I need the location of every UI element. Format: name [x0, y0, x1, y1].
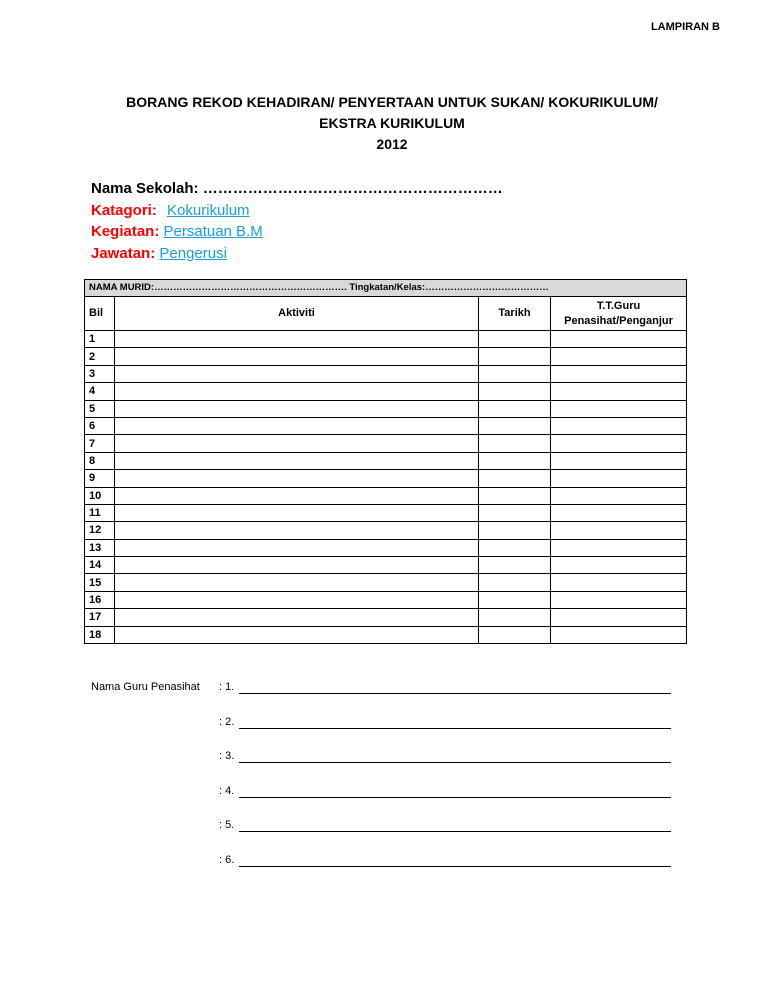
header-bil: Bil — [85, 297, 115, 331]
guru-entry-line[interactable] — [239, 866, 671, 867]
tt-guru-cell[interactable] — [551, 574, 687, 591]
table-row — [85, 504, 687, 521]
header-tt-line2: Penasihat/Penganjur — [564, 314, 673, 327]
guru-entry — [91, 785, 681, 801]
tt-guru-cell[interactable] — [551, 400, 687, 417]
table-row — [85, 435, 687, 452]
title-line-1: BORANG REKOD KEHADIRAN/ PENYERTAAN UNTUK SUKAN/ KOKURIKULUM/ — [126, 94, 658, 110]
guru-entry-line[interactable] — [239, 728, 671, 729]
table-row — [85, 522, 687, 539]
bil-cell: 17 — [85, 609, 115, 626]
table-row — [85, 574, 687, 591]
bil-cell: 1 — [85, 331, 115, 348]
bil-cell: 12 — [85, 522, 115, 539]
aktiviti-cell[interactable] — [115, 435, 479, 452]
tt-guru-cell[interactable] — [551, 383, 687, 400]
table-row — [85, 383, 687, 400]
form-title — [0, 92, 768, 155]
nama-murid-cell[interactable]: NAMA MURID:……………………………………………………. Tingkatan/Kelas:………………………………… — [85, 280, 687, 297]
tt-guru-cell[interactable] — [551, 626, 687, 643]
guru-entry-number: : 3. — [219, 750, 235, 762]
tarikh-cell[interactable] — [479, 522, 551, 539]
aktiviti-cell[interactable] — [115, 365, 479, 382]
guru-entry-number: : 5. — [219, 819, 235, 831]
guru-entry-line[interactable] — [239, 693, 671, 694]
bil-cell: 11 — [85, 504, 115, 521]
nama-sekolah-row — [91, 178, 503, 200]
jawatan-value[interactable]: Pengerusi — [159, 244, 227, 262]
bil-cell: 15 — [85, 574, 115, 591]
tarikh-cell[interactable] — [479, 417, 551, 434]
table-row — [85, 331, 687, 348]
bil-cell: 8 — [85, 452, 115, 469]
bil-cell: 7 — [85, 435, 115, 452]
aktiviti-cell[interactable] — [115, 383, 479, 400]
tt-guru-cell[interactable] — [551, 539, 687, 556]
aktiviti-cell[interactable] — [115, 470, 479, 487]
aktiviti-cell[interactable] — [115, 574, 479, 591]
aktiviti-cell[interactable] — [115, 609, 479, 626]
table-row — [85, 626, 687, 643]
bil-cell: 2 — [85, 348, 115, 365]
title-line-3: 2012 — [376, 136, 408, 152]
bil-cell: 10 — [85, 487, 115, 504]
tt-guru-cell[interactable] — [551, 452, 687, 469]
tt-guru-cell[interactable] — [551, 522, 687, 539]
katagori-value[interactable]: Kokurikulum — [167, 201, 250, 219]
bil-cell: 9 — [85, 470, 115, 487]
tt-guru-cell[interactable] — [551, 470, 687, 487]
tarikh-cell[interactable] — [479, 365, 551, 382]
table-row — [85, 452, 687, 469]
aktiviti-cell[interactable] — [115, 591, 479, 608]
kegiatan-label: Kegiatan: — [91, 223, 160, 240]
bil-cell: 4 — [85, 383, 115, 400]
aktiviti-cell[interactable] — [115, 539, 479, 556]
nama-sekolah-label: Nama Sekolah: — [91, 180, 199, 197]
table-row — [85, 365, 687, 382]
aktiviti-cell[interactable] — [115, 504, 479, 521]
tt-guru-cell[interactable] — [551, 591, 687, 608]
bil-cell: 14 — [85, 557, 115, 574]
tt-guru-cell[interactable] — [551, 504, 687, 521]
table-row — [85, 470, 687, 487]
tarikh-cell[interactable] — [479, 348, 551, 365]
title-line-2: EKSTRA KURIKULUM — [319, 115, 465, 131]
table-row — [85, 400, 687, 417]
nama-murid-row — [85, 280, 687, 297]
header-aktiviti: Aktiviti — [115, 297, 479, 331]
bil-cell: 5 — [85, 400, 115, 417]
lampiran-label: LAMPIRAN B — [650, 21, 720, 33]
tarikh-cell[interactable] — [479, 331, 551, 348]
tt-guru-cell[interactable] — [551, 348, 687, 365]
aktiviti-cell[interactable] — [115, 400, 479, 417]
table-row — [85, 609, 687, 626]
tarikh-cell[interactable] — [479, 557, 551, 574]
guru-entry-number: : 4. — [219, 784, 235, 797]
guru-entry — [91, 681, 681, 697]
table-row — [85, 487, 687, 504]
tarikh-cell[interactable] — [479, 574, 551, 591]
guru-entry-number: : 1. — [219, 681, 235, 693]
table-row — [85, 417, 687, 434]
tarikh-cell[interactable] — [479, 609, 551, 626]
tarikh-cell[interactable] — [479, 383, 551, 400]
guru-entry-line[interactable] — [239, 762, 671, 763]
tarikh-cell[interactable] — [479, 400, 551, 417]
guru-entry-number: : 2. — [219, 715, 235, 728]
table-row — [85, 591, 687, 608]
aktiviti-cell[interactable] — [115, 452, 479, 469]
guru-penasihat-label: Nama Guru Penasihat — [91, 681, 200, 693]
attendance-table — [84, 279, 687, 644]
form-info — [91, 178, 503, 264]
bil-cell: 6 — [85, 417, 115, 434]
tarikh-cell[interactable] — [479, 435, 551, 452]
header-tt-line1: T.T.Guru — [596, 299, 641, 312]
table-row — [85, 557, 687, 574]
guru-entry-number: : 6. — [219, 853, 235, 866]
tarikh-cell[interactable] — [479, 591, 551, 608]
aktiviti-cell[interactable] — [115, 487, 479, 504]
kegiatan-row — [91, 221, 503, 243]
aktiviti-cell[interactable] — [115, 348, 479, 365]
guru-entry — [91, 854, 681, 870]
tarikh-cell[interactable] — [479, 539, 551, 556]
aktiviti-cell[interactable] — [115, 417, 479, 434]
jawatan-label: Jawatan: — [91, 244, 156, 262]
guru-entry-line[interactable] — [239, 797, 671, 798]
table-header-row — [85, 297, 687, 331]
katagori-label: Katagori: — [91, 201, 157, 219]
guru-entry — [91, 716, 681, 732]
tarikh-cell[interactable] — [479, 470, 551, 487]
aktiviti-cell[interactable] — [115, 331, 479, 348]
bil-cell: 13 — [85, 539, 115, 556]
tarikh-cell[interactable] — [479, 452, 551, 469]
tt-guru-cell[interactable] — [551, 557, 687, 574]
kegiatan-value[interactable]: Persatuan B.M — [163, 223, 263, 240]
tt-guru-cell[interactable] — [551, 435, 687, 452]
aktiviti-cell[interactable] — [115, 522, 479, 539]
table-row — [85, 539, 687, 556]
tt-guru-cell[interactable] — [551, 331, 687, 348]
table-row — [85, 348, 687, 365]
header-tarikh: Tarikh — [479, 297, 551, 331]
aktiviti-cell[interactable] — [115, 626, 479, 643]
tarikh-cell[interactable] — [479, 504, 551, 521]
tt-guru-cell[interactable] — [551, 609, 687, 626]
header-tt-guru — [551, 297, 687, 331]
bil-cell: 3 — [85, 365, 115, 382]
guru-entry-line[interactable] — [239, 831, 671, 832]
aktiviti-cell[interactable] — [115, 557, 479, 574]
tt-guru-cell[interactable] — [551, 417, 687, 434]
nama-sekolah-value[interactable]: …………………………………………………… — [202, 180, 503, 197]
bil-cell: 16 — [85, 591, 115, 608]
tarikh-cell[interactable] — [479, 626, 551, 643]
jawatan-row — [91, 243, 503, 265]
tt-guru-cell[interactable] — [551, 365, 687, 382]
katagori-row — [91, 200, 503, 222]
tarikh-cell[interactable] — [479, 487, 551, 504]
guru-entry — [91, 819, 681, 835]
guru-entry — [91, 750, 681, 766]
tt-guru-cell[interactable] — [551, 487, 687, 504]
bil-cell: 18 — [85, 626, 115, 643]
